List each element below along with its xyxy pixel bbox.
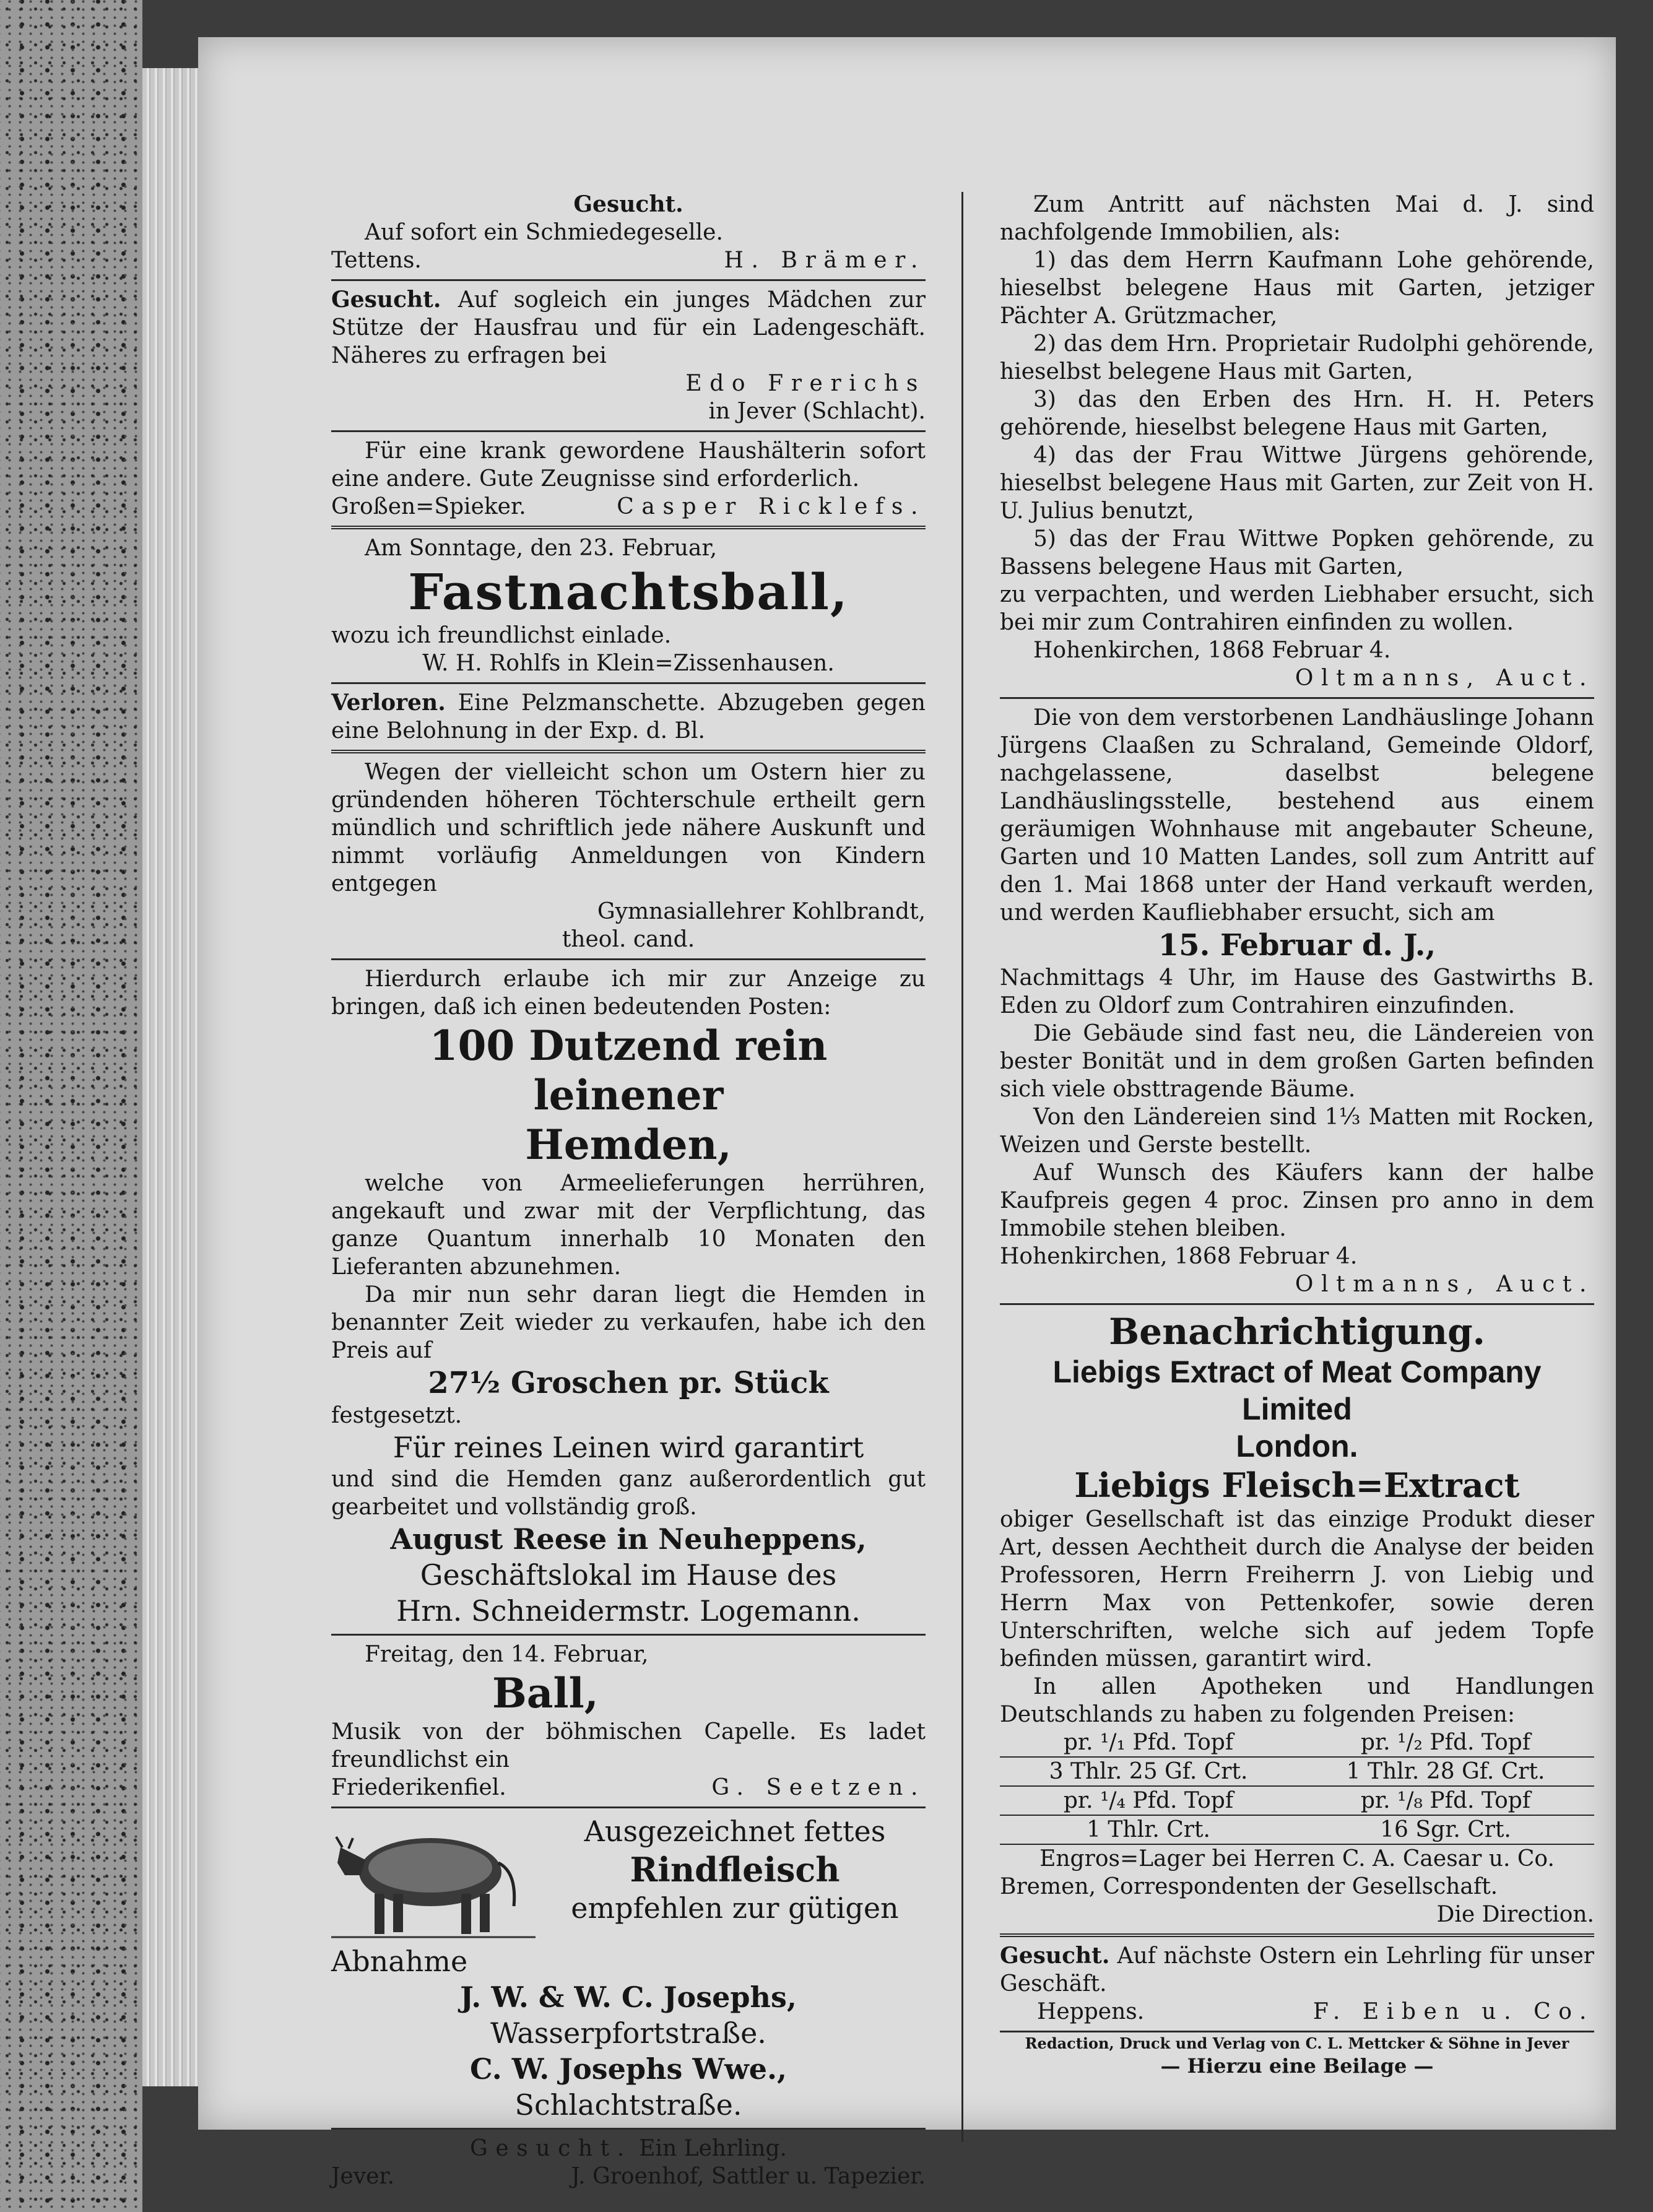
price-value: 1 Thlr. 28 Gf. Crt. — [1297, 1758, 1594, 1787]
ad-place: Großen=Spieker. — [331, 494, 526, 519]
ad-date: Am Sonntage, den 23. Februar, — [365, 536, 718, 561]
list-item: 1) das dem Herrn Kaufmann Lohe gehörende, hieselbst belegene Haus mit Garten, jetziger Pächter A. Grützmacher, — [1000, 248, 1594, 329]
speckled-book-edge — [0, 0, 142, 2212]
ad-schmiedegeselle — [331, 186, 926, 281]
ad-signature-3: Hrn. Schneidermstr. Logemann. — [396, 1594, 861, 1628]
ad-address-2: Schlachtstraße. — [514, 2088, 742, 2122]
ad-title: Rindfleisch — [630, 1850, 840, 1889]
ad-text: Auf sofort ein Schmiedegeselle. — [365, 220, 723, 245]
ad-text: Für eine krank gewordene Haushälterin sofort eine andere. Gute Zeugnisse sind erforderlich. — [331, 438, 926, 492]
list-item: 2) das dem Hrn. Proprietair Rudolphi gehörende, hieselbst belegene Haus mit Garten, — [1000, 331, 1594, 384]
ad-haushaelterin — [331, 432, 926, 529]
ad-liebig — [1000, 1305, 1594, 1937]
ad-signature: Casper Ricklefs. — [617, 494, 926, 519]
ad-line-2: empfehlen zur gütigen — [571, 1891, 899, 1925]
ad-heading: Verloren. — [331, 690, 446, 716]
ad-signature: W. H. Rohlfs in Klein=Zissenhausen. — [422, 651, 835, 676]
ad-text: Auf sogleich ein junges Mädchen zur Stütze der Hausfrau und für ein Ladengeschäft. Näheres zu erfragen bei — [331, 287, 926, 368]
ad-rindfleisch — [331, 1808, 926, 2130]
list-item: 5) das der Frau Wittwe Popken gehörende, zu Bassens belegene Haus mit Garten, — [1000, 526, 1594, 579]
right-column — [1000, 186, 1594, 2077]
ad-signature-title: theol. cand. — [562, 927, 695, 952]
ad-heading: Gesucht. — [331, 287, 441, 313]
ad-text-3: Die Gebäude sind fast neu, die Ländereien von bester Bonität und in dem großen Garten befinden sich viele obsttragende Bäume. — [1000, 1021, 1594, 1102]
ad-maedchen — [331, 281, 926, 432]
ad-text: wozu ich freundlichst einlade. — [331, 623, 672, 648]
ad-signature: Edo Frerichs — [685, 371, 926, 396]
ad-heading: Gesucht. — [1000, 1943, 1110, 1969]
imprint: Redaction, Druck und Verlag von C. L. Mettcker & Söhne in Jever — [1025, 2034, 1569, 2052]
ad-address: Wasserpfortstraße. — [490, 2016, 766, 2050]
ad-place: Jever. — [331, 2164, 395, 2189]
ad-text-2: Nachmittags 4 Uhr, im Hause des Gastwirths B. Eden zu Oldorf zum Contrahiren einzufinden. — [1000, 965, 1594, 1018]
ad-intro: Zum Antritt auf nächsten Mai d. J. sind nachfolgende Immobilien, als: — [1000, 192, 1594, 245]
ad-title: Ball, — [492, 1669, 599, 1717]
ad-heading: Gesucht. — [573, 191, 683, 217]
ad-text-3: und sind die Hemden ganz außerordentlich gut gearbeitet und vollständig groß. — [331, 1467, 926, 1520]
ad-date: Hohenkirchen, 1868 Februar 4. — [1033, 638, 1391, 663]
ad-company-city: London. — [1236, 1429, 1358, 1464]
ad-heading: Gesucht. — [470, 2136, 632, 2161]
price-value: 1 Thlr. Crt. — [1000, 1816, 1297, 1845]
ad-lehrling-jever — [331, 2130, 926, 2195]
column-divider — [961, 192, 963, 2142]
ad-text: Eine Pelzmanschette. Abzugeben gegen eine Belohnung in der Exp. d. Bl. — [331, 690, 926, 744]
ad-product: Liebigs Fleisch=Extract — [1074, 1465, 1520, 1505]
ad-signature: F. Eiben u. Co. — [1312, 1999, 1594, 2024]
ad-signature: Oltmanns, Auct. — [1295, 666, 1594, 691]
ad-hemden — [331, 960, 926, 1636]
ad-landhaeuslingsstelle — [1000, 699, 1594, 1305]
ad-verloren — [331, 684, 926, 753]
price-value: 16 Sgr. Crt. — [1297, 1816, 1594, 1845]
price-table — [1000, 1728, 1594, 1845]
price-label: pr. ¹/₁ Pfd. Topf — [1000, 1728, 1297, 1758]
list-item: 4) das der Frau Wittwe Jürgens gehörende, hieselbst belegene Haus mit Garten, zur Zeit von H. U. Julius benutzt, — [1000, 443, 1594, 524]
price-label: pr. ¹/₂ Pfd. Topf — [1297, 1728, 1594, 1758]
ad-line-1: Ausgezeichnet fettes — [584, 1815, 886, 1848]
ad-text-4: Bremen, Correspondenten der Gesellschaft. — [1000, 1874, 1498, 1899]
ad-title: Benachrichtigung. — [1109, 1311, 1485, 1353]
ad-text-5: Auf Wunsch des Käufers kann der halbe Kaufpreis gegen 4 proc. Zinsen pro anno in dem Immobile stehen bleiben. — [1000, 1160, 1594, 1241]
ad-signature: J. W. & W. C. Josephs, — [460, 1980, 797, 2014]
ad-signature: H. Brämer. — [724, 248, 926, 273]
ad-place: Friederikenfiel. — [331, 1775, 506, 1800]
list-item: 3) das den Erben des Hrn. H. H. Peters gehörende, hieselbst belegene Haus mit Garten, — [1000, 387, 1594, 440]
ad-outro: zu verpachten, und werden Liebhaber ersucht, sich bei mir zum Contrahiren einfinden zu wollen. — [1000, 582, 1594, 635]
ad-date-big: 15. Februar d. J., — [1158, 928, 1436, 963]
ad-text-4: Von den Ländereien sind 1⅓ Matten mit Rocken, Weizen und Gerste bestellt. — [1000, 1104, 1594, 1158]
ad-company: Liebigs Extract of Meat Company Limited — [1052, 1355, 1542, 1426]
ad-text-3: Engros=Lager bei Herren C. A. Caesar u. Co. — [1039, 1846, 1555, 1872]
ad-line-3: Abnahme — [331, 1945, 468, 1978]
ad-text: Musik von der böhmischen Capelle. Es ladet freundlichst ein — [331, 1719, 926, 1772]
ad-signature: G. Seetzen. — [711, 1775, 926, 1800]
left-column — [331, 186, 926, 2195]
ad-signature: Gymnasiallehrer Kohlbrandt, — [597, 899, 926, 924]
ad-lehrling-heppens — [1000, 1937, 1594, 2032]
ad-price: 27½ Groschen pr. Stück — [428, 1366, 829, 1400]
ad-text-2: Da mir nun sehr daran liegt die Hemden in benannter Zeit wieder zu verkaufen, habe ich den Preis auf — [331, 1282, 926, 1363]
ad-place: Tettens. — [331, 248, 422, 273]
ad-guarantee: Für reines Leinen wird garantirt — [393, 1431, 864, 1464]
cow-illustration — [331, 1813, 536, 1943]
ad-ball — [331, 1636, 926, 1808]
price-label: pr. ¹/₄ Pfd. Topf — [1000, 1787, 1297, 1816]
ad-text: Auf nächste Ostern ein Lehrling für unser Geschäft. — [1000, 1943, 1594, 1997]
ad-signature: Die Direction. — [1436, 1902, 1594, 1927]
ad-signature-2: C. W. Josephs Wwe., — [469, 2052, 787, 2086]
ad-text: welche von Armeelieferungen herrühren, angekauft und zwar mit der Verpflichtung, das ganze Quantum innerhalb 10 Monaten den Lieferanten abzunehmen. — [331, 1171, 926, 1280]
ad-toechterschule — [331, 753, 926, 960]
ad-immobilien — [1000, 186, 1594, 699]
ad-text: obiger Gesellschaft ist das einzige Produkt dieser Art, dessen Aechtheit durch die Analyse der beiden Professoren, Herrn Freiherrn J. von Liebig und Herrn Max von Pettenkofer, sowie deren Unterschriften, welche sich auf jedem Topfe befinden müssen, garantirt wird. — [1000, 1507, 1594, 1672]
ad-text: Die von dem verstorbenen Landhäuslinge Johann Jürgens Claaßen zu Schraland, Gemeinde Oldorf, nachgelassene, daselbst belegene Landhäuslingsstelle, bestehend aus einem geräumigen Wohnhause mit angebauter Scheune, Garten und 10 Matten Landes, soll zum Antritt auf den 1. Mai 1868 unter der Hand verkauft werden, und werden Kaufliebhaber ersucht, sich am — [1000, 705, 1594, 926]
ad-date: Hohenkirchen, 1868 Februar 4. — [1000, 1244, 1358, 1269]
ad-title-2: Hemden, — [525, 1121, 732, 1169]
ad-title: 100 Dutzend rein leinener — [429, 1021, 828, 1119]
ad-text: Wegen der vielleicht schon um Ostern hier zu gründenden höheren Töchterschule ertheilt gern mündlich und schriftlich jede nähere Auskunft und nimmt vorläufig Anmeldungen von Kindern entgegen — [331, 760, 926, 896]
ad-title: Fastnachtsball, — [408, 563, 849, 621]
supplement-note: — Hierzu eine Beilage — — [1160, 2054, 1434, 2078]
ad-intro: Hierdurch erlaube ich mir zur Anzeige zu bringen, daß ich einen bedeutenden Posten: — [331, 966, 926, 1020]
ad-signature: J. Groenhof, Sattler u. Tapezier. — [571, 2164, 926, 2189]
newspaper-page — [198, 37, 1616, 2189]
ad-text: Ein Lehrling. — [639, 2136, 787, 2161]
ad-fixed: festgesetzt. — [331, 1403, 462, 1428]
ad-text-2: In allen Apotheken und Handlungen Deutschlands zu haben zu folgenden Preisen: — [1000, 1674, 1594, 1727]
ad-signature-place: in Jever (Schlacht). — [708, 399, 926, 424]
ad-date: Freitag, den 14. Februar, — [365, 1642, 649, 1667]
ad-signature-2: Geschäftslokal im Hause des — [420, 1558, 837, 1592]
price-label: pr. ¹/₈ Pfd. Topf — [1297, 1787, 1594, 1816]
price-value: 3 Thlr. 25 Gf. Crt. — [1000, 1758, 1297, 1787]
ad-signature: August Reese in Neuheppens, — [390, 1522, 867, 1556]
ad-fastnachtsball — [331, 529, 926, 684]
ad-place: Heppens. — [1037, 1999, 1145, 2024]
ad-signature: Oltmanns, Auct. — [1295, 1272, 1594, 1297]
